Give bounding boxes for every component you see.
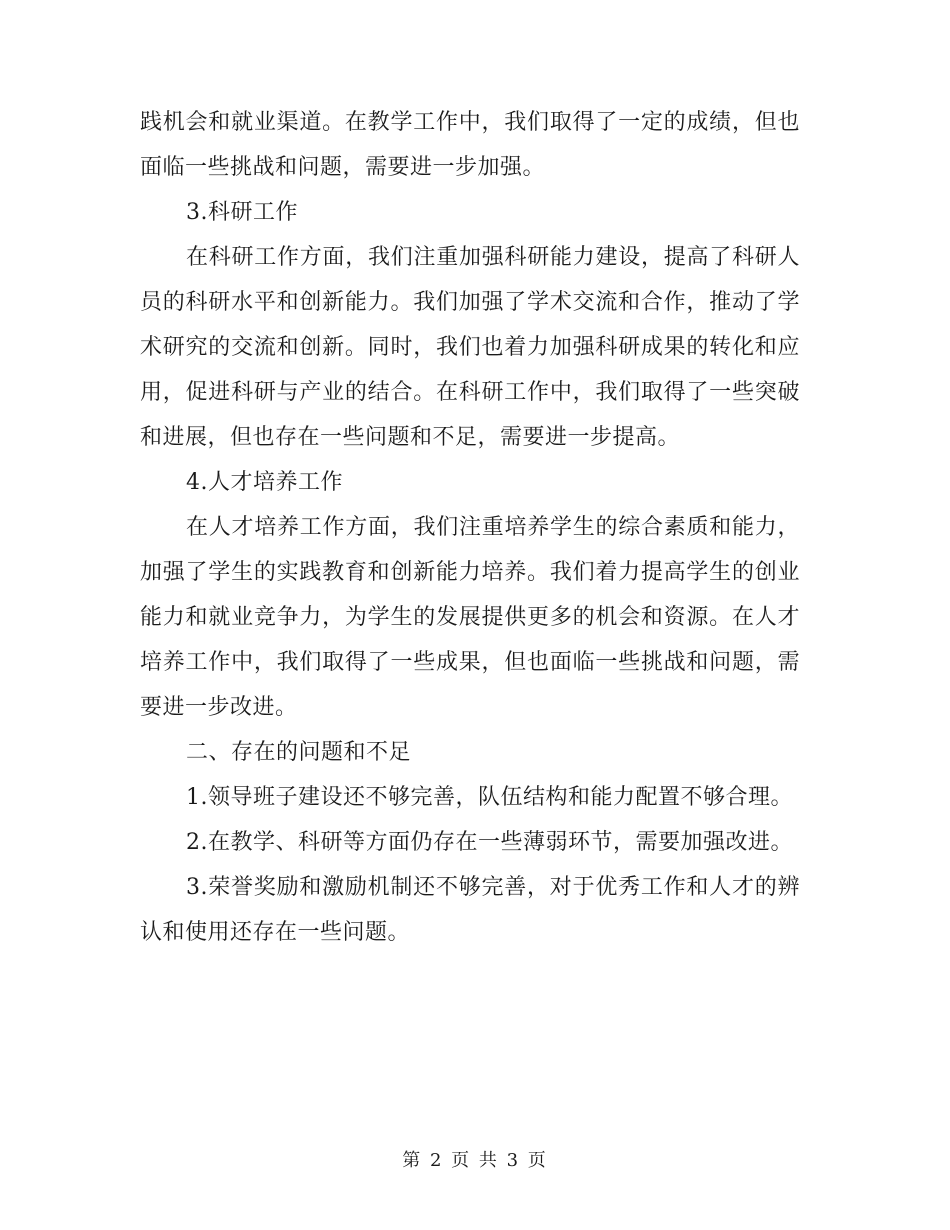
heading-problems: 二、存在的问题和不足: [186, 740, 412, 765]
paragraph-research-work: 在科研工作方面，我们注重加强科研能力建设，提高了科研人员的科研水平和创新能力。我们加强了学术交流和合作，推动了学术研究的交流和创新。同时，我们也着力加强科研成果的转化和应用，促进科研与产业的结合。在科研工作中，我们取得了一些突破和进展，但也存在一些问题和不足，需要进一步提高。: [140, 245, 800, 450]
page-number-footer: 第 2 页 共 3 页: [402, 1150, 548, 1171]
paragraph-continuation: 践机会和就业渠道。在教学工作中，我们取得了一定的成绩，但也面临一些挑战和问题，需要进一步加强。: [140, 110, 800, 180]
heading-research-work: 3.科研工作: [186, 200, 298, 225]
list-item-problem-2: 2.在教学、科研等方面仍存在一些薄弱环节，需要加强改进。: [186, 830, 793, 855]
document-body: [140, 100, 800, 955]
list-item-problem-1: 1.领导班子建设还不够完善，队伍结构和能力配置不够合理。: [186, 785, 793, 810]
heading-talent-training: 4.人才培养工作: [186, 470, 343, 495]
paragraph-talent-training: 在人才培养工作方面，我们注重培养学生的综合素质和能力，加强了学生的实践教育和创新能力培养。我们着力提高学生的创业能力和就业竞争力，为学生的发展提供更多的机会和资源。在人才培养工作中，我们取得了一些成果，但也面临一些挑战和问题，需要进一步改进。: [140, 515, 800, 720]
list-item-problem-3: 3.荣誉奖励和激励机制还不够完善，对于优秀工作和人才的辨认和使用还存在一些问题。: [140, 875, 800, 945]
